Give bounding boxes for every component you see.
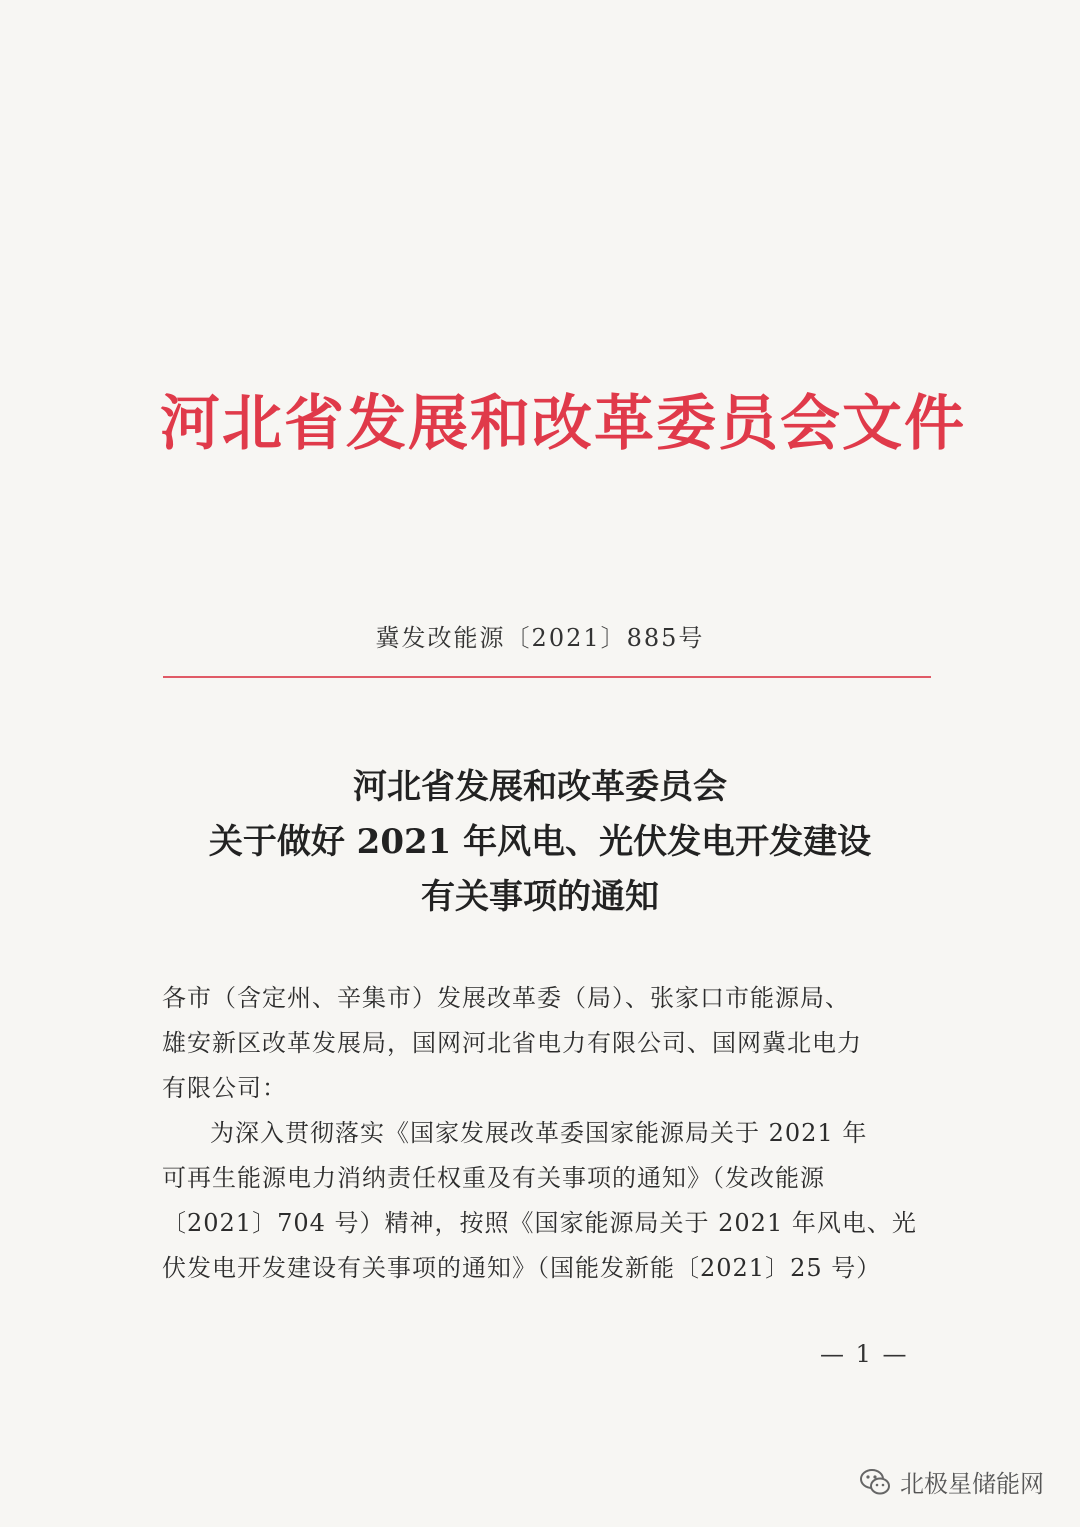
- addressee-line: 有限公司：: [162, 1074, 287, 1102]
- watermark: [858, 1464, 1044, 1499]
- addressee-line: 各市（含定州、辛集市）发展改革委（局）、张家口市能源局、: [162, 984, 850, 1012]
- notice-body: [162, 976, 932, 1291]
- notice-title: [0, 760, 1080, 925]
- addressee-line: 雄安新区改革发展局，国网河北省电力有限公司、国网冀北电力: [162, 1029, 862, 1057]
- paragraph-line: 可再生能源电力消纳责任权重及有关事项的通知》（发改能源: [162, 1164, 825, 1192]
- paragraph-line: 伏发电开发建设有关事项的通知》（国能发新能〔2021〕25 号）: [162, 1254, 882, 1282]
- paragraph-line: 〔2021〕704 号）精神，按照《国家能源局关于 2021 年风电、光: [162, 1209, 917, 1237]
- page-number: — 1 —: [820, 1340, 909, 1368]
- document-number: 冀发改能源〔2021〕885号: [375, 624, 705, 652]
- wechat-icon: [858, 1465, 892, 1499]
- red-divider-line: [163, 676, 931, 678]
- agency-header-title: 河北省发展和改革委员会文件: [160, 389, 966, 459]
- watermark-text: 北极星储能网: [900, 1470, 1044, 1498]
- notice-title-line: 有关事项的通知: [421, 877, 659, 917]
- paragraph-line: 为深入贯彻落实《国家发展改革委国家能源局关于 2021 年: [210, 1119, 868, 1147]
- notice-title-line: 河北省发展和改革委员会: [353, 767, 727, 807]
- notice-title-line: 关于做好 2021 年风电、光伏发电开发建设: [208, 822, 872, 862]
